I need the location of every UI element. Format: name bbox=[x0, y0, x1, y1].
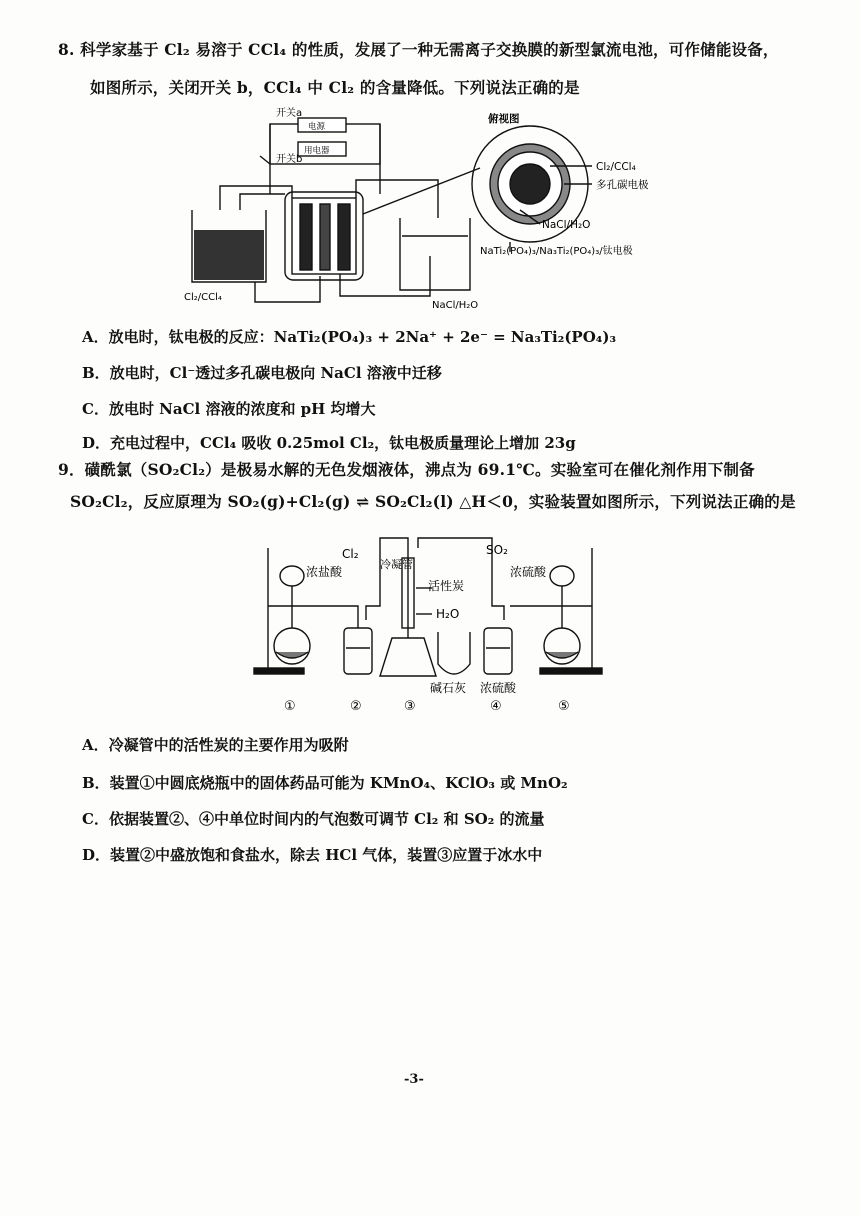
activated-carbon-label: 活性炭 bbox=[428, 579, 465, 593]
right-beaker-label: NaCl/H₂O bbox=[432, 300, 479, 311]
q9-option-c: C．依据装置②、④中单位时间内的气泡数可调节 Cl₂ 和 SO₂ 的流量 bbox=[82, 810, 545, 828]
q8-stem-line2: 如图所示，关闭开关 b，CCl₄ 中 Cl₂ 的含量降低。下列说法正确的是 bbox=[90, 78, 580, 97]
outer-ccl4-label: Cl₂/CCl₄ bbox=[596, 161, 636, 173]
q8-option-a: A．放电时，钛电极的反应：NaTi₂(PO₄)₃ + 2Na⁺ + 2e⁻ = Na₃Ti₂(PO₄)₃ bbox=[82, 328, 617, 346]
ti-electrode-label: NaTi₂(PO₄)₃/Na₃Ti₂(PO₄)₃/钛电极 bbox=[480, 246, 633, 257]
apparatus-number-5: ⑤ bbox=[558, 699, 570, 714]
q8-figure bbox=[180, 106, 700, 312]
q9-option-b: B．装置①中圆底烧瓶中的固体药品可能为 KMnO₄、KClO₃ 或 MnO₂ bbox=[82, 774, 568, 792]
soda-lime-label: 碱石灰 bbox=[430, 681, 467, 695]
apparatus-number-4: ④ bbox=[490, 699, 502, 714]
q8-option-d: D．充电过程中，CCl₄ 吸收 0.25mol Cl₂，钛电极质量理论上增加 23g bbox=[82, 434, 576, 452]
porous-carbon-label: 多孔碳电极 bbox=[596, 179, 649, 191]
apparatus-number-1: ① bbox=[284, 699, 296, 714]
switch-b-label: 开关b bbox=[276, 154, 303, 165]
so2-arrow-label: SO₂ bbox=[486, 543, 508, 557]
nacl-label: NaCl/H₂O bbox=[542, 219, 591, 231]
conc-h2so4-bottom-label: 浓硫酸 bbox=[480, 681, 517, 695]
top-view-title: 俯视图 bbox=[488, 113, 520, 125]
conc-hcl-label: 浓盐酸 bbox=[306, 565, 343, 579]
cl2-arrow-label: Cl₂ bbox=[342, 547, 359, 561]
apparatus-number-2: ② bbox=[350, 699, 362, 714]
q9-figure bbox=[240, 528, 620, 718]
q9-option-d: D．装置②中盛放饱和食盐水，除去 HCl 气体，装置③应置于冰水中 bbox=[82, 846, 543, 864]
water-label: H₂O bbox=[436, 607, 460, 621]
power-source-label: 电源 bbox=[308, 122, 326, 132]
q8-option-b: B．放电时，Cl⁻透过多孔碳电极向 NaCl 溶液中迁移 bbox=[82, 364, 442, 382]
appliance-label: 用电器 bbox=[304, 146, 330, 156]
q9-stem-line2: SO₂Cl₂，反应原理为 SO₂(g)+Cl₂(g) ⇌ SO₂Cl₂(l) △H＜0，实验装置如图所示，下列说法正确的是 bbox=[70, 492, 796, 511]
switch-a-label: 开关a bbox=[276, 108, 303, 119]
q8-stem-line1: 8. 科学家基于 Cl₂ 易溶于 CCl₄ 的性质，发展了一种无需离子交换膜的新型氯流电池，可作储能设备， bbox=[58, 40, 779, 59]
q8-option-c: C．放电时 NaCl 溶液的浓度和 pH 均增大 bbox=[82, 400, 376, 418]
q9-stem-line1: 9．磺酰氯（SO₂Cl₂）是极易水解的无色发烟液体，沸点为 69.1℃。实验室可在催化剂作用下制备 bbox=[58, 460, 755, 479]
apparatus-number-3: ③ bbox=[404, 699, 416, 714]
condenser-label: 冷凝管 bbox=[380, 558, 413, 571]
left-beaker-label: Cl₂/CCl₄ bbox=[184, 292, 222, 303]
page-number: -3- bbox=[404, 1072, 424, 1087]
conc-h2so4-top-label: 浓硫酸 bbox=[510, 565, 547, 579]
q9-option-a: A．冷凝管中的活性炭的主要作用为吸附 bbox=[82, 736, 349, 754]
